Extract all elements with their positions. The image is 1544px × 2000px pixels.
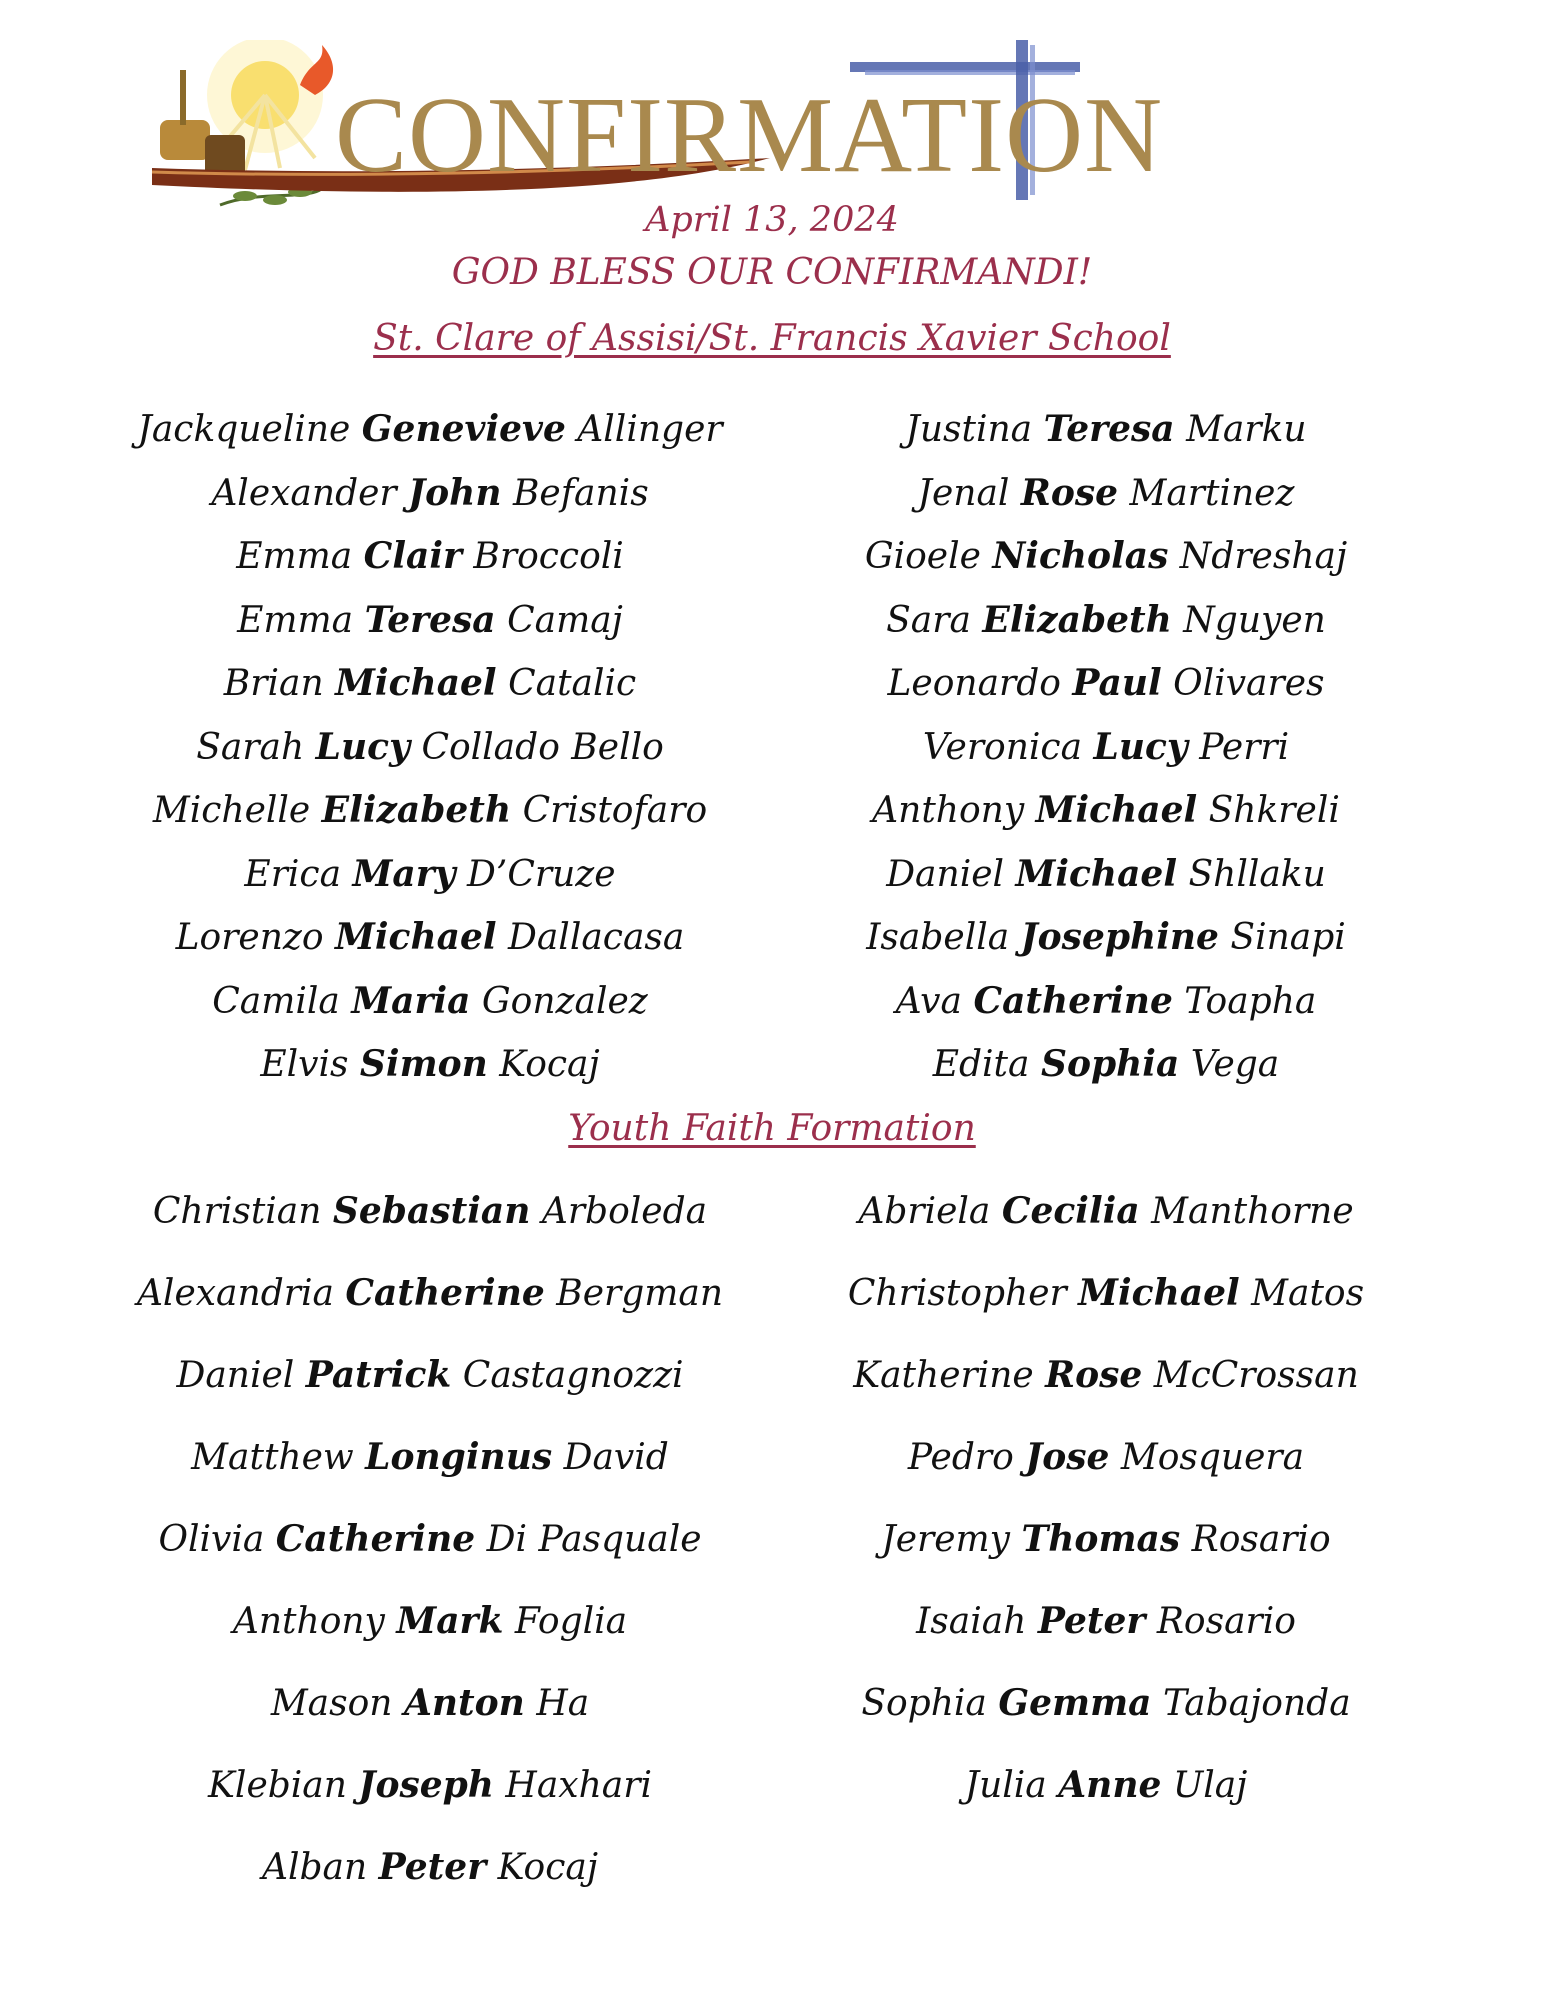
first-name: Ava (895, 980, 962, 1022)
last-name: Shkreli (1208, 790, 1340, 831)
last-name: Vega (1190, 1044, 1280, 1085)
list-item (100, 599, 760, 663)
list-item (776, 1518, 1436, 1600)
last-name: Sinapi (1230, 917, 1346, 958)
first-name: Katherine (853, 1355, 1034, 1396)
first-name: Abriela (858, 1191, 991, 1232)
last-name: Arboleda (541, 1191, 708, 1232)
last-name: Broccoli (473, 536, 624, 577)
list-item (100, 789, 760, 853)
first-name: Alexandria (136, 1273, 334, 1314)
last-name: Ndreshaj (1179, 536, 1348, 577)
list-item (776, 1190, 1436, 1272)
list-item (100, 662, 760, 726)
last-name: D’Cruze (467, 853, 616, 895)
first-name: Brian (223, 663, 324, 704)
list-item (776, 408, 1436, 472)
first-name: Gioele (864, 536, 981, 577)
list-item (100, 1764, 760, 1846)
first-name: Sarah (196, 726, 305, 768)
first-name: Jeremy (881, 1519, 1011, 1560)
last-name: McCrossan (1153, 1355, 1359, 1396)
middle-name: Josephine (1020, 916, 1219, 958)
first-name: Elvis (260, 1044, 349, 1085)
section-heading-youth: Youth Faith Formation (568, 1108, 976, 1149)
middle-name: Thomas (1021, 1518, 1181, 1560)
first-name: Isaiah (916, 1601, 1027, 1642)
list-item (776, 1436, 1436, 1518)
middle-name: Patrick (305, 1354, 452, 1396)
first-name: Sara (886, 599, 971, 641)
first-name: Julia (964, 1765, 1047, 1806)
last-name: Rosario (1191, 1519, 1331, 1560)
last-name: Catalic (508, 663, 637, 704)
last-name: Nguyen (1183, 599, 1326, 641)
list-item (100, 1600, 760, 1682)
last-name: Cristofaro (522, 790, 708, 831)
middle-name: Catherine (973, 979, 1173, 1022)
list-item (776, 916, 1436, 980)
first-name: Leonardo (887, 663, 1061, 704)
list-item (100, 535, 760, 599)
list-item (776, 726, 1436, 790)
middle-name: Catherine (345, 1272, 545, 1314)
list-item (100, 980, 760, 1044)
middle-name: Lucy (1093, 725, 1188, 768)
first-name: Mason (270, 1683, 393, 1724)
last-name: Kocaj (499, 1044, 600, 1085)
last-name: Rosario (1156, 1601, 1296, 1642)
list-item (776, 980, 1436, 1044)
middle-name: Gemma (998, 1682, 1152, 1724)
last-name: Mosquera (1120, 1437, 1305, 1478)
first-name: Klebian (208, 1765, 347, 1806)
list-item (776, 472, 1436, 536)
first-name: Edita (932, 1044, 1030, 1085)
list-item (776, 1682, 1436, 1764)
middle-name: Longinus (365, 1436, 553, 1478)
last-name: Matos (1251, 1273, 1365, 1314)
last-name: Befanis (512, 472, 649, 514)
school-names-list (100, 408, 1420, 1107)
last-name: Tabajonda (1162, 1683, 1351, 1724)
middle-name: Mark (396, 1600, 504, 1642)
first-name: Christopher (847, 1273, 1067, 1314)
middle-name: Elizabeth (982, 598, 1172, 641)
middle-name: Sebastian (332, 1190, 531, 1232)
last-name: Camaj (507, 599, 623, 641)
middle-name: Mary (352, 852, 456, 895)
last-name: Dallacasa (507, 917, 685, 958)
first-name: Justina (905, 409, 1033, 450)
first-name: Michelle (152, 790, 311, 831)
list-item (100, 472, 760, 536)
list-item (100, 1190, 760, 1272)
middle-name: Nicholas (992, 535, 1169, 577)
first-name: Erica (244, 853, 342, 895)
last-name: Ulaj (1172, 1765, 1248, 1806)
middle-name: Peter (1037, 1600, 1146, 1642)
middle-name: Jose (1025, 1436, 1110, 1478)
first-name: Camila (212, 980, 340, 1022)
list-item (100, 1043, 760, 1107)
first-name: Lorenzo (175, 917, 324, 958)
last-name: Haxhari (505, 1765, 652, 1806)
first-name: Alban (261, 1847, 368, 1888)
middle-name: Lucy (315, 725, 410, 768)
last-name: Bergman (556, 1273, 724, 1314)
first-name: Emma (236, 536, 353, 577)
middle-name: Simon (359, 1043, 488, 1085)
middle-name: Paul (1072, 662, 1162, 704)
first-name: Olivia (158, 1519, 265, 1560)
last-name: Olivares (1173, 663, 1325, 704)
first-name: Daniel (886, 853, 1005, 895)
list-item (776, 853, 1436, 917)
middle-name: Peter (378, 1846, 487, 1888)
middle-name: Clair (363, 535, 462, 577)
list-item (100, 1682, 760, 1764)
middle-name: Teresa (1043, 408, 1175, 450)
middle-name: Cecilia (1001, 1190, 1140, 1232)
last-name: Shllaku (1188, 853, 1326, 895)
middle-name: Michael (1078, 1272, 1240, 1314)
page-title: CONFIRMATION (335, 76, 1164, 195)
middle-name: Catherine (275, 1518, 476, 1560)
middle-name: Genevieve (361, 408, 566, 450)
middle-name: Sophia (1040, 1043, 1180, 1085)
list-item (100, 408, 760, 472)
middle-name: Maria (351, 979, 471, 1022)
middle-name: Anne (1058, 1764, 1162, 1806)
list-item (776, 662, 1436, 726)
last-name: Castagnozzi (462, 1355, 684, 1396)
list-item (100, 1354, 760, 1436)
last-name: Foglia (514, 1601, 628, 1642)
first-name: Daniel (176, 1355, 295, 1396)
last-name: Marku (1186, 409, 1307, 450)
middle-name: Rose (1020, 471, 1119, 514)
list-item (776, 1764, 1436, 1846)
list-item (776, 1043, 1436, 1107)
list-item (100, 916, 760, 980)
first-name: Anthony (232, 1601, 385, 1642)
section-heading-school: St. Clare of Assisi/St. Francis Xavier School (373, 318, 1171, 359)
list-item (776, 1600, 1436, 1682)
list-item (776, 1846, 1436, 1928)
last-name: Martinez (1129, 472, 1295, 514)
last-name: Toapha (1184, 980, 1317, 1022)
middle-name: Michael (335, 662, 497, 704)
list-item (100, 1846, 760, 1928)
middle-name: Elizabeth (321, 789, 512, 831)
last-name: Kocaj (497, 1847, 599, 1888)
middle-name: John (408, 471, 502, 514)
first-name: Pedro (907, 1437, 1014, 1478)
last-name: David (563, 1437, 669, 1478)
list-item (100, 1436, 760, 1518)
list-item (776, 535, 1436, 599)
middle-name: Rose (1045, 1354, 1143, 1396)
list-item (776, 789, 1436, 853)
last-name: Manthorne (1151, 1191, 1354, 1232)
last-name: Allinger (577, 409, 723, 450)
first-name: Jenal (917, 472, 1010, 514)
list-item (776, 599, 1436, 663)
middle-name: Michael (1035, 789, 1198, 831)
list-item (100, 1272, 760, 1354)
first-name: Sophia (861, 1683, 987, 1724)
first-name: Matthew (191, 1437, 354, 1478)
first-name: Veronica (922, 726, 1083, 768)
middle-name: Anton (403, 1682, 525, 1724)
last-name: Perri (1199, 726, 1290, 768)
middle-name: Teresa (364, 598, 496, 641)
blessing-heading: GOD BLESS OUR CONFIRMANDI! (451, 252, 1093, 293)
last-name: Gonzalez (481, 980, 648, 1022)
first-name: Anthony (872, 790, 1025, 831)
last-name: Ha (536, 1683, 590, 1724)
list-item (100, 853, 760, 917)
last-name: Collado Bello (421, 726, 664, 768)
first-name: Christian (152, 1191, 322, 1232)
confirmation-banner (150, 40, 1380, 210)
list-item (776, 1354, 1436, 1436)
list-item (776, 1272, 1436, 1354)
first-name: Isabella (866, 917, 1010, 958)
event-date: April 13, 2024 (645, 200, 899, 240)
last-name: Di Pasquale (486, 1519, 702, 1560)
first-name: Emma (237, 599, 354, 641)
first-name: Alexander (211, 472, 397, 514)
list-item (100, 1518, 760, 1600)
list-item (100, 726, 760, 790)
middle-name: Michael (335, 916, 497, 958)
middle-name: Michael (1015, 852, 1178, 895)
middle-name: Joseph (358, 1764, 494, 1806)
youth-names-list (100, 1190, 1420, 1928)
first-name: Jackqueline (137, 409, 351, 450)
